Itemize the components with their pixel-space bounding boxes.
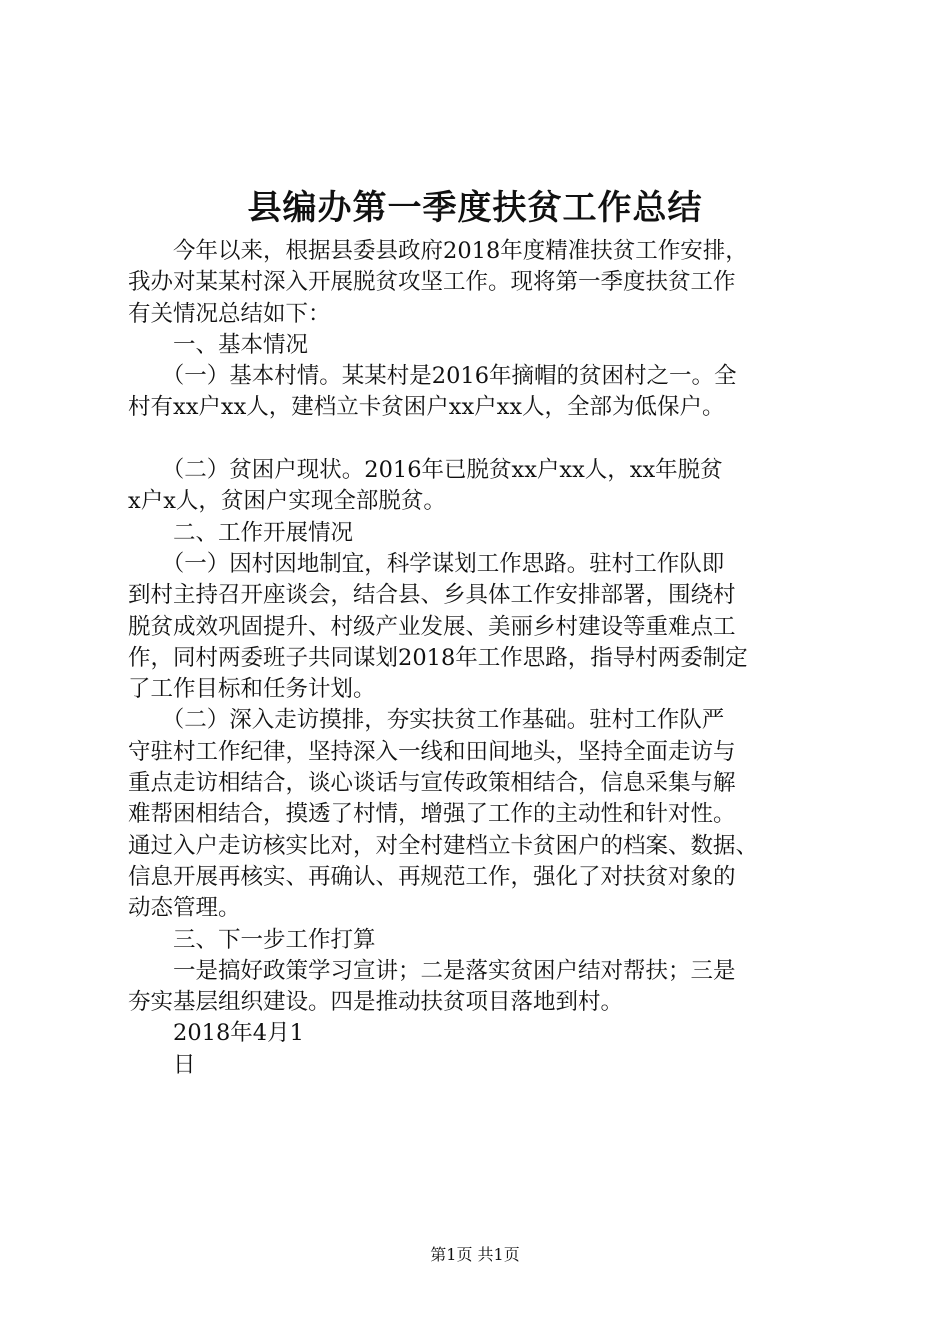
text-line: 今年以来，根据县委县政府2018年度精准扶贫工作安排，: [128, 238, 748, 264]
text-line: 我办对某某村深入开展脱贫攻坚工作。现将第一季度扶贫工作: [128, 269, 736, 296]
document-body: [128, 236, 832, 1081]
page-footer: 第1页 共1页: [430, 1245, 520, 1264]
text-line: 信息开展再核实、再确认、再规范工作，强化了对扶贫对象的: [128, 863, 736, 890]
text-line: 重点走访相结合，谈心谈话与宣传政策相结合，信息采集与解: [128, 770, 736, 797]
text-line: 有关情况总结如下：: [128, 300, 331, 327]
text-line: 一、基本情况: [128, 331, 309, 358]
text-line: x户x人，贫困户实现全部脱贫。: [128, 488, 446, 515]
text-line: （一）基本村情。某某村是2016年摘帽的贫困村之一。全: [128, 363, 737, 390]
text-line: 到村主持召开座谈会，结合县、乡具体工作安排部署，围绕村: [128, 582, 736, 609]
text-line: 通过入户走访核实比对，对全村建档立卡贫困户的档案、数据、: [128, 832, 759, 859]
text-line: （二）深入走访摸排，夯实扶贫工作基础。驻村工作队严: [128, 707, 725, 734]
text-line: 村有xx户xx人，建档立卡贫困户xx户xx人，全部为低保户。: [128, 394, 725, 421]
text-line: 作，同村两委班子共同谋划2018年工作思路，指导村两委制定: [128, 644, 748, 671]
text-line: 二、工作开展情况: [128, 519, 354, 546]
text-line: 一是搞好政策学习宣讲；二是落实贫困户结对帮扶；三是: [128, 957, 736, 984]
text-line: 三、下一步工作打算: [128, 926, 376, 953]
text-line: 守驻村工作纪律，坚持深入一线和田间地头，坚持全面走访与: [128, 738, 736, 765]
text-line: 了工作目标和任务计划。: [128, 676, 376, 703]
text-line: 夯实基层组织建设。四是推动扶贫项目落地到村。: [128, 989, 624, 1016]
text-line: 2018年4月1: [128, 1020, 304, 1047]
text-line: 难帮困相结合，摸透了村情，增强了工作的主动性和针对性。: [128, 801, 736, 828]
text-line: （二）贫困户现状。2016年已脱贫xx户xx人，xx年脱贫: [128, 457, 723, 484]
document-title: 县编办第一季度扶贫工作总结: [247, 188, 703, 228]
text-line: （一）因村因地制宜，科学谋划工作思路。驻村工作队即: [128, 550, 725, 577]
text-line: 脱贫成效巩固提升、村级产业发展、美丽乡村建设等重难点工: [128, 613, 736, 640]
text-line: 动态管理。: [128, 895, 241, 922]
blank-line: [128, 424, 832, 455]
text-line: 日: [128, 1051, 196, 1078]
